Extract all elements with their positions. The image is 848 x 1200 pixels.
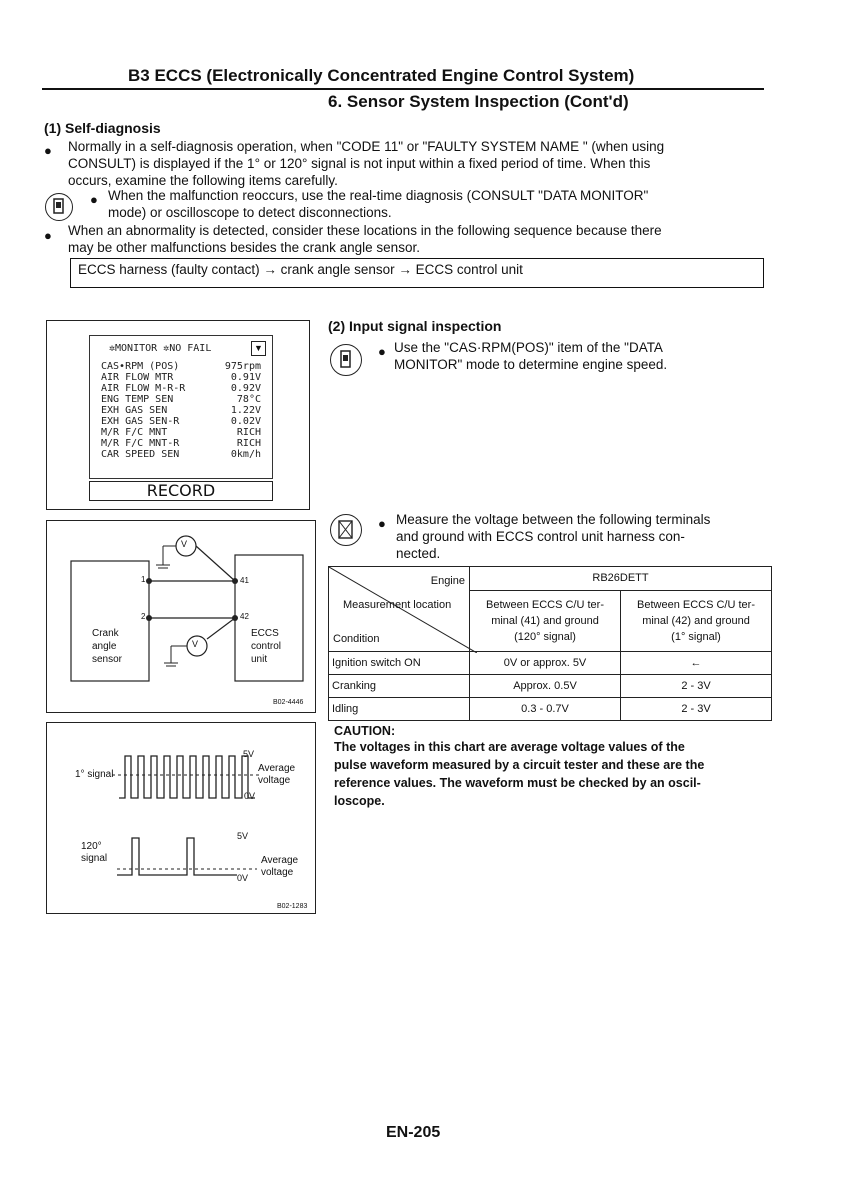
monitor-row-label: EXH GAS SEN-R (101, 416, 180, 427)
arrow-down-icon: ▼ (251, 341, 266, 356)
monitor-row (101, 383, 261, 394)
engine-value: RB26DETT (470, 567, 772, 591)
monitor-row-value: RICH (236, 438, 261, 449)
sequence-text: ECCS harness (faulty contact) → crank angle sensor → ECCS control unit (78, 262, 523, 277)
title-rule (42, 88, 764, 90)
monitor-row-value: 975rpm (224, 361, 261, 372)
average-voltage-label: Average voltage (261, 855, 299, 878)
monitor-row (101, 449, 261, 460)
monitor-row-label: CAR SPEED SEN (101, 449, 180, 460)
value-cell: Approx. 0.5V (470, 675, 621, 698)
monitor-row-value: 0km/h (230, 449, 261, 460)
monitor-rows (101, 361, 261, 460)
monitor-row-label: EXH GAS SEN (101, 405, 168, 416)
crank-sensor-label: Crank angle sensor (92, 628, 123, 665)
voltage-0v: 0V (244, 791, 256, 801)
monitor-row (101, 372, 261, 383)
voltage-5v: 5V (243, 749, 255, 759)
table-row (329, 698, 772, 721)
voltage-table (328, 566, 772, 721)
table-row (329, 675, 772, 698)
voltmeter-label: V (181, 539, 188, 549)
monitor-row-value: 0.02V (230, 416, 261, 427)
value-cell: ← (621, 652, 772, 675)
monitor-row-value: 78°C (236, 394, 261, 405)
waveform-figure (46, 722, 316, 914)
monitor-row-value: 1.22V (230, 405, 261, 416)
condition-cell: Cranking (329, 675, 470, 698)
eccs-unit-label: ECCS control unit (251, 628, 282, 665)
monitor-row-label: AIR FLOW MTR (101, 372, 174, 383)
engine-label: Engine (430, 575, 465, 587)
monitor-row (101, 438, 261, 449)
self-diagnosis-heading: (1) Self-diagnosis (44, 120, 161, 136)
caution-title: CAUTION: (334, 724, 396, 738)
monitor-row-label: M/R F/C MNT-R (101, 438, 180, 449)
measurement-label: Measurement location (343, 599, 452, 611)
bullet-icon: ● (44, 228, 52, 243)
pin-2: 2 (141, 612, 146, 621)
consult-tool-icon (330, 344, 362, 376)
monitor-row (101, 405, 261, 416)
monitor-row-value: 0.91V (230, 372, 261, 383)
figure-code: B02-4446 (273, 699, 304, 706)
bullet-icon: ● (44, 143, 52, 158)
page-number: EN-205 (386, 1124, 441, 1141)
circuit-diagram (47, 521, 315, 712)
monitor-row (101, 416, 261, 427)
bullet-icon: ● (90, 192, 98, 207)
multimeter-icon (330, 514, 362, 546)
monitor-row-label: AIR FLOW M-R-R (101, 383, 186, 394)
input-signal-heading: (2) Input signal inspection (328, 318, 502, 334)
value-cell: 2 - 3V (621, 698, 772, 721)
voltmeter-label: V (192, 639, 199, 649)
pin-42: 42 (240, 612, 249, 621)
monitor-figure (46, 320, 310, 510)
bullet-icon: ● (378, 516, 386, 531)
col-header-42: Between ECCS C/U ter- minal (42) and ground (1° signal) (621, 590, 772, 651)
monitor-header: ✲MONITOR ✲NO FAIL (109, 343, 212, 354)
self-diag-paragraph-3: When an abnormality is detected, consider these locations in the following sequence because there may be other malfunctions besides the crank angle sensor. (68, 223, 662, 255)
section-title: B3 ECCS (Electronically Concentrated Engine Control System) (128, 66, 635, 85)
table-header-diagonal (329, 567, 470, 652)
voltage-0v: 0V (237, 873, 249, 883)
col-header-41: Between ECCS C/U ter- minal (41) and ground (120° signal) (470, 590, 621, 651)
monitor-row-value: RICH (236, 427, 261, 438)
consult-tool-icon (45, 193, 73, 221)
signal-1-label: 1° signal (75, 769, 114, 780)
value-cell: 0.3 - 0.7V (470, 698, 621, 721)
circuit-figure (46, 520, 316, 713)
pin-41: 41 (240, 576, 249, 585)
input-signal-paragraph-1: Use the "CAS·RPM(POS)" item of the "DATA MONITOR" mode to determine engine speed. (394, 340, 668, 372)
monitor-row-value: 0.92V (230, 383, 261, 394)
monitor-row (101, 394, 261, 405)
table-row (329, 652, 772, 675)
self-diag-paragraph-1: Normally in a self-diagnosis operation, when "CODE 11" or "FAULTY SYSTEM NAME " (when using CONSULT) is displayed if the 1° or 120° signal is not input within a fixed period of time. When this occurs, examine the following items carefully. (68, 139, 665, 188)
bullet-icon: ● (378, 344, 386, 359)
condition-label: Condition (333, 633, 380, 645)
self-diag-paragraph-2: When the malfunction reoccurs, use the real-time diagnosis (CONSULT "DATA MONITOR" mode) or oscilloscope to detect disconnections. (108, 188, 649, 220)
section-subtitle: 6. Sensor System Inspection (Cont'd) (328, 92, 629, 111)
value-cell: 2 - 3V (621, 675, 772, 698)
figure-code: B02-1283 (277, 903, 308, 910)
voltage-5v: 5V (237, 831, 249, 841)
record-label: RECORD (89, 481, 273, 501)
waveform-diagram (47, 723, 315, 913)
monitor-row-label: ENG TEMP SEN (101, 394, 174, 405)
condition-cell: Idling (329, 698, 470, 721)
signal-120-label: 120° signal (81, 841, 108, 864)
input-signal-paragraph-2: Measure the voltage between the following terminals and ground with ECCS control unit harness con- nected. (396, 512, 711, 561)
value-cell: 0V or approx. 5V (470, 652, 621, 675)
monitor-row-label: CAS•RPM (POS) (101, 361, 180, 372)
pin-1: 1 (141, 575, 146, 584)
monitor-row-label: M/R F/C MNT (101, 427, 168, 438)
condition-cell: Ignition switch ON (329, 652, 470, 675)
monitor-row (101, 427, 261, 438)
monitor-row (101, 361, 261, 372)
caution-text: The voltages in this chart are average voltage values of the pulse waveform measured by a circuit tester and these are the reference values. The waveform must be checked by an oscil- loscope. (334, 740, 705, 808)
average-voltage-label: Average voltage (258, 763, 296, 786)
